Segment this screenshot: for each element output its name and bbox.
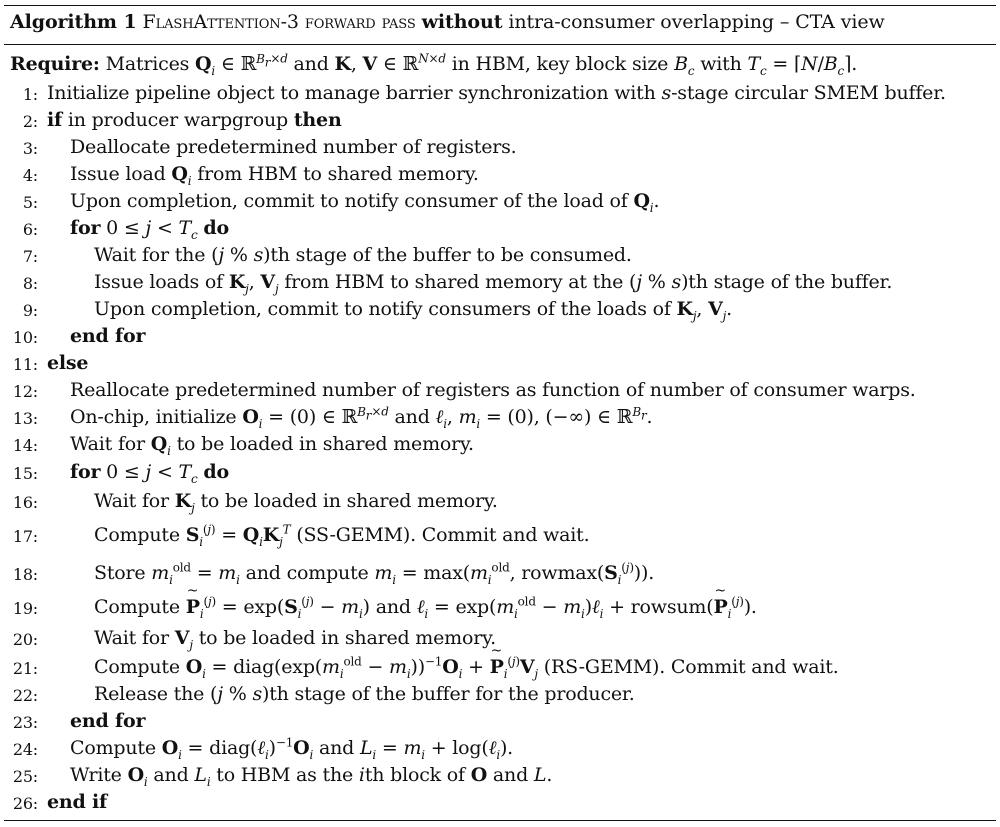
line-number: 2: [22,112,38,131]
line-number: 5: [22,193,38,212]
line-number: 3: [22,139,38,158]
line-text: and [318,737,355,759]
line-number: 7: [22,247,38,266]
keyword-end-for: end for [70,325,146,347]
keyword-for: for [70,217,101,239]
line-number: 11: [12,355,38,374]
keyword-do: do [203,461,229,483]
line-text: and [153,764,189,786]
keyword-if: if [47,109,62,131]
line-text: Store [94,562,146,584]
require-math-tc: $T_c$ = $⌈N/B_c⌉$. [747,53,858,78]
line-text: (RS-GEMM). Commit and wait. [543,656,839,678]
line-text: th block of [364,764,465,786]
caption-title: FlashAttention-3 forward pass [142,11,416,33]
caption-rule [4,44,996,45]
line-number: 16: [12,493,38,512]
line-text: Issue loads of [94,271,223,293]
line-text: Release the [94,683,205,705]
line-number: 8: [22,274,38,293]
line-text: and [492,764,529,786]
require-math-q: $Q_i$ ∈ ℝ$^{B_r\times d}$ [195,51,288,78]
line-text: Upon completion, commit to notify consumers of the loads of [94,298,671,320]
line-number: 21: [12,659,38,678]
line-text: th stage of the buffer for the producer. [269,683,635,705]
line-text: to HBM as the [216,764,354,786]
keyword-end-for: end for [70,710,146,732]
line-number: 17: [12,527,38,546]
line-text: to be loaded in shared memory. [198,627,496,649]
algorithm-label: Algorithm 1 [10,11,137,33]
line-number: 18: [12,565,38,584]
line-number: 10: [12,328,38,347]
line-text: Initialize pipeline object to manage barrier synchronization with [47,82,656,104]
line-number: 12: [12,382,38,401]
caption-bold: without [421,11,503,33]
line-number: 15: [12,464,38,483]
line-text: Deallocate predetermined number of registers. [70,136,517,158]
keyword-end-if: end if [47,791,107,813]
require-text-b: and [293,53,329,75]
line-text: Compute [94,596,180,618]
line-number: 13: [12,409,38,428]
line-text: Reallocate predetermined number of registers as function of number of consumer warps. [70,379,916,401]
line-text: to be loaded in shared memory. [176,433,474,455]
line-number: 4: [22,166,38,185]
bottom-rule [4,820,996,821]
line-text: Compute [70,737,156,759]
require-text-d: with [700,53,742,75]
keyword-do: do [203,217,229,239]
line-number: 9: [22,301,38,320]
line-text: (SS-GEMM). Commit and wait. [296,524,590,546]
line-text: Wait for [94,627,169,649]
require-text-a: Matrices [105,53,190,75]
line-text: to be loaded in shared memory. [200,490,498,512]
require-math-kv: K, V ∈ ℝ$^{N\times d}$ [334,51,446,75]
line-text: Wait for the [94,244,206,266]
line-number: 1: [22,85,38,104]
line-text: and compute [245,562,369,584]
line-number: 19: [12,599,38,618]
keyword-else: else [47,352,89,374]
require-keyword: Require: [10,53,100,75]
line-text: th stage of the buffer to be consumed. [270,244,632,266]
keyword-then: then [293,109,342,131]
line-text: from HBM to shared memory at the [284,271,624,293]
line-text: Issue load [70,163,166,185]
line-text: Upon completion, commit to notify consumer of the load of [70,190,628,212]
line-number: 22: [12,686,38,705]
line-number: 26: [12,794,38,813]
line-number: 6: [22,220,38,239]
line-number: 25: [12,767,38,786]
line-text: th stage of the buffer. [688,271,893,293]
line-number: 24: [12,740,38,759]
line-text: from HBM to shared memory. [197,163,479,185]
line-text: Compute [94,656,180,678]
line-text: Wait for [94,490,169,512]
require-text-c: in HBM, key block size [451,53,669,75]
line-text: and [394,406,430,428]
line-text: On-chip, initialize [70,406,237,428]
require-math-bc: $B_c$ [674,53,695,78]
line-text: and [375,596,411,618]
caption-tail: intra-consumer overlapping – CTA view [508,11,885,33]
require-line [10,51,858,78]
line-text: Write [70,764,122,786]
line-text: in producer warpgroup [67,109,289,131]
line-text: -stage circular SMEM buffer. [671,82,946,104]
top-rule [4,5,996,6]
keyword-for: for [70,461,101,483]
line-number: 20: [12,630,38,649]
line-text: Wait for [70,433,145,455]
algorithm-caption [10,11,885,33]
line-text: Compute [94,524,180,546]
line-number: 23: [12,713,38,732]
line-number: 14: [12,436,38,455]
